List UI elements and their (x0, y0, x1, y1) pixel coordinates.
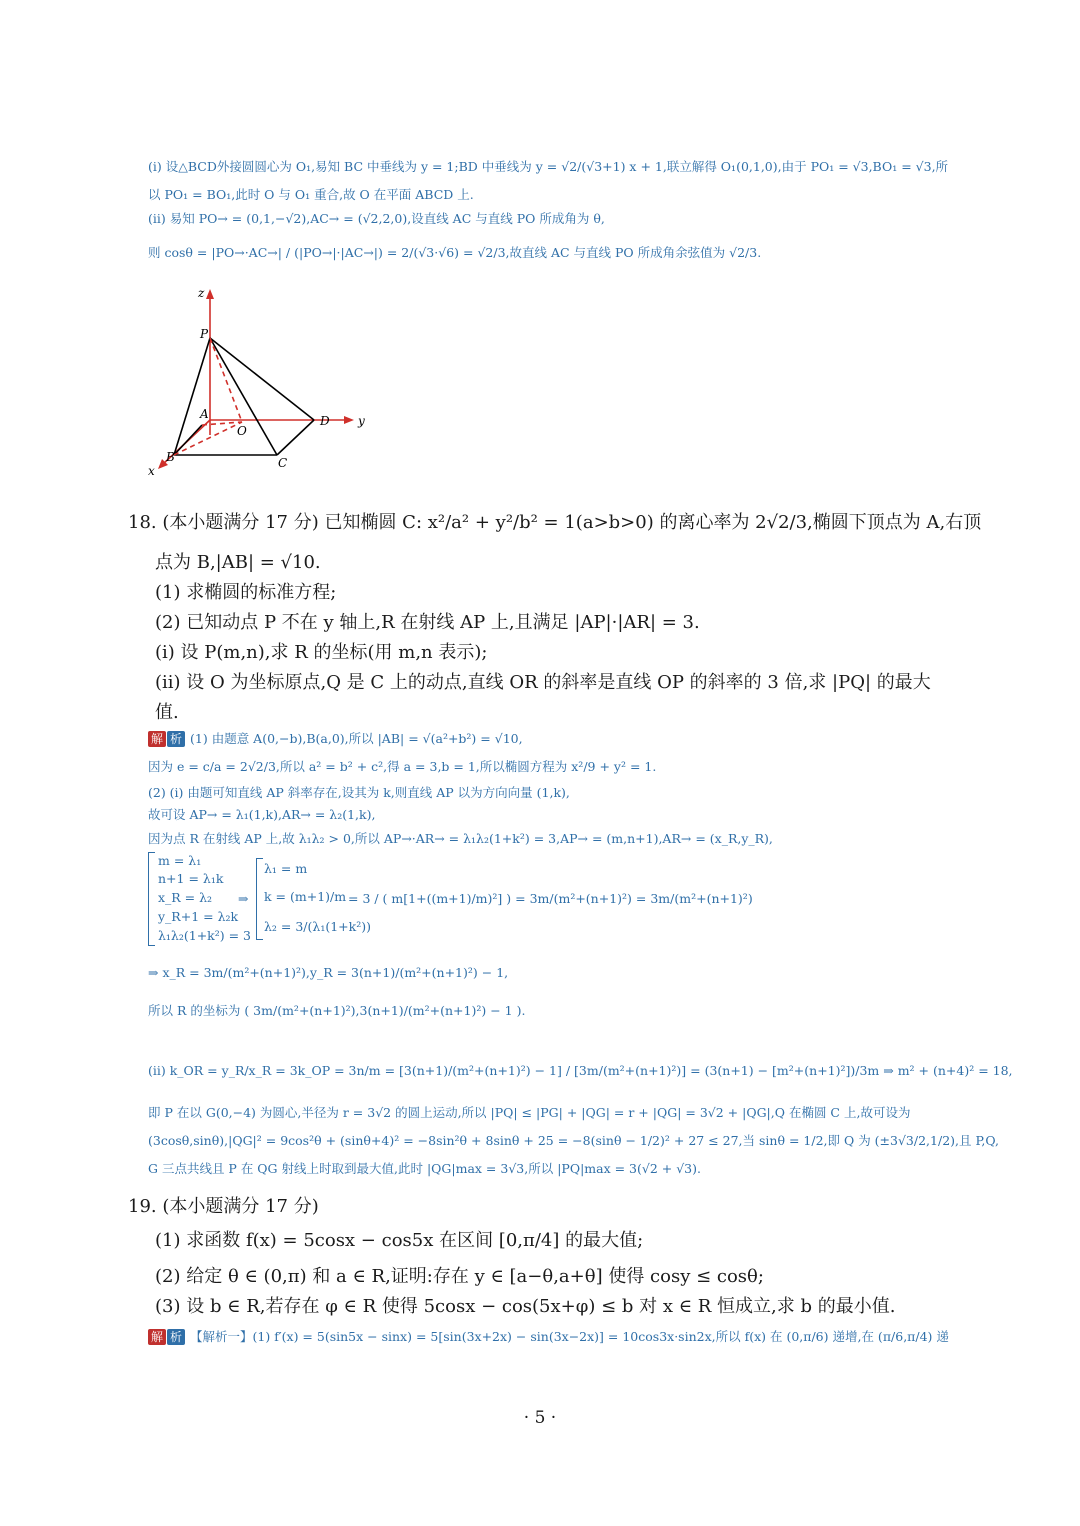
label-p: P (200, 327, 209, 341)
system-b-1: λ₁ = m (264, 861, 308, 876)
brace-left (148, 852, 155, 946)
question-18-line-7: 值. (155, 702, 179, 723)
solution-18-text-1: (1) 由题意 A(0,−b),B(a,0),所以 |AB| = √(a²+b²) = √10, (190, 731, 523, 746)
solution-19-line-1 (148, 1328, 948, 1346)
system-eq-2: n+1 = λ₁k (158, 871, 224, 886)
label-z: z (198, 286, 205, 300)
label-a: A (200, 407, 209, 421)
question-18-line-5: (i) 设 P(m,n),求 R 的坐标(用 m,n 表示); (155, 642, 488, 663)
question-18-line-6: (ii) 设 O 为坐标原点,Q 是 C 上的动点,直线 OR 的斜率是直线 OP 的斜率的 3 倍,求 |PQ| 的最大 (155, 672, 931, 693)
question-18-line-3: (1) 求椭圆的标准方程; (155, 582, 337, 603)
system-eq-4: y_R+1 = λ₂k (158, 909, 239, 924)
solution-18-line-9: 即 P 在以 G(0,−4) 为圆心,半径为 r = 3√2 的圆上运动,所以 |PQ| ≤ |PG| + |QG| = r + |QG| = 3√2 + |QG|,Q 在椭圆 C 上,故可设为 (148, 1105, 911, 1120)
solution-18-line-1 (148, 730, 948, 748)
label-b: B (166, 450, 175, 464)
question-18-line-1: 18. (本小题满分 17 分) 已知椭圆 C: x²/a² + y²/b² = 1(a>b>0) 的离心率为 2√2/3,椭圆下顶点为 A,右顶 (128, 512, 982, 533)
solution-18-line-7: 所以 R 的坐标为 ( 3m/(m²+(n+1)²),3(n+1)/(m²+(n+1)²) − 1 ). (148, 1003, 526, 1018)
y-axis-arrow (344, 416, 354, 424)
solution-18-line-4: 故可设 AP→ = λ₁(1,k),AR→ = λ₂(1,k), (148, 807, 376, 822)
question-19-line-2: (1) 求函数 f(x) = 5cosx − cos5x 在区间 [0,π/4] 的最大值; (155, 1230, 644, 1251)
page-number: · 5 · (523, 1408, 557, 1428)
pyramid-figure (140, 283, 380, 483)
brace-right (256, 858, 263, 940)
label-y: y (358, 414, 365, 428)
equation-system (148, 852, 948, 948)
solution-17-line-2: 以 PO₁ = BO₁,此时 O 与 O₁ 重合,故 O 在平面 ABCD 上. (148, 187, 474, 202)
solution-17-line-1: (i) 设△BCD外接圆圆心为 O₁,易知 BC 中垂线为 y = 1;BD 中垂线为 y = √2/(√3+1) x + 1,联立解得 O₁(0,1,0),由于 PO₁ = √3,BO₁ = √3,所 (148, 159, 949, 174)
system-result: = 3 / ( m[1+((m+1)/m)²] ) = 3m/(m²+(n+1)²) = 3m/(m²+(n+1)²) (348, 891, 753, 906)
edge-cd (277, 420, 314, 455)
question-19-line-4: (3) 设 b ∈ R,若存在 φ ∈ R 使得 5cosx − cos(5x+φ) ≤ b 对 x ∈ R 恒成立,求 b 的最小值. (155, 1296, 896, 1317)
solution-18-line-2: 因为 e = c/a = 2√2/3,所以 a² = b² + c²,得 a = 3,b = 1,所以椭圆方程为 x²/9 + y² = 1. (148, 759, 657, 774)
solution-badge-xi: 析 (167, 731, 185, 747)
question-18-line-4: (2) 已知动点 P 不在 y 轴上,R 在射线 AP 上,且满足 |AP|·|AR| = 3. (155, 612, 700, 633)
dashed-bo (174, 422, 242, 455)
solution-19-text-1: 【解析一】(1) f′(x) = 5(sin5x − sinx) = 5[sin(3x+2x) − sin(3x−2x)] = 10cos3x·sin2x,所以 f(x) 在 (0,π/6) 递增,在 (π/6,π/4) 递 (190, 1329, 949, 1344)
implies-arrow: ⇒ (238, 891, 249, 906)
system-eq-3: x_R = λ₂ (158, 890, 213, 905)
question-18-line-2: 点为 B,|AB| = √10. (155, 552, 321, 573)
system-eq-5: λ₁λ₂(1+k²) = 3 (158, 928, 252, 943)
system-b-3: λ₂ = 3/(λ₁(1+k²)) (264, 919, 371, 934)
solution-18-line-6: ⇒ x_R = 3m/(m²+(n+1)²),y_R = 3(n+1)/(m²+(n+1)²) − 1, (148, 965, 509, 980)
solution-17-line-3: (ii) 易知 PO→ = (0,1,−√2),AC→ = (√2,2,0),设直线 AC 与直线 PO 所成角为 θ, (148, 211, 605, 226)
edge-pd (210, 338, 314, 420)
solution-18-line-10: (3cosθ,sinθ),|QG|² = 9cos²θ + (sinθ+4)² = −8sin²θ + 8sinθ + 25 = −8(sinθ − 1/2)² + 27 ≤ 27,当 sinθ = 1/2,即 Q 为 (±3√3/2,1/2),且 P,Q, (148, 1133, 999, 1148)
solution-17-line-4: 则 cosθ = |PO→·AC→| / (|PO→|·|AC→|) = 2/(√3·√6) = √2/3,故直线 AC 与直线 PO 所成角余弦值为 √2/3. (148, 245, 762, 260)
label-x: x (148, 464, 155, 478)
label-d: D (320, 414, 330, 428)
solution-badge-jie: 解 (148, 1329, 166, 1345)
solution-18-line-3: (2) (i) 由题可知直线 AP 斜率存在,设其为 k,则直线 AP 以为方向向量 (1,k), (148, 785, 570, 800)
solution-badge-jie: 解 (148, 731, 166, 747)
question-19-line-1: 19. (本小题满分 17 分) (128, 1196, 319, 1217)
question-19-line-3: (2) 给定 θ ∈ (0,π) 和 a ∈ R,证明:存在 y ∈ [a−θ,a+θ] 使得 cosy ≤ cosθ; (155, 1266, 764, 1287)
solution-badge-xi: 析 (167, 1329, 185, 1345)
z-axis-arrow (206, 289, 214, 299)
solution-18-line-11: G 三点共线且 P 在 QG 射线上时取到最大值,此时 |QG|max = 3√3,所以 |PQ|max = 3(√2 + √3). (148, 1161, 701, 1176)
solution-18-line-8: (ii) k_OR = y_R/x_R = 3k_OP = 3n/m = [3(n+1)/(m²+(n+1)²) − 1] / [3m/(m²+(n+1)²)] = (3(n+1) − [m²+(n+1)²])/3m ⇒ m² + (n+4)² = 18, (148, 1063, 1013, 1078)
system-b-2: k = (m+1)/m (264, 889, 347, 904)
label-c: C (278, 456, 288, 470)
solution-18-line-5: 因为点 R 在射线 AP 上,故 λ₁λ₂ > 0,所以 AP→·AR→ = λ₁λ₂(1+k²) = 3,AP→ = (m,n+1),AR→ = (x_R,y_R), (148, 831, 773, 846)
label-o: O (237, 424, 247, 438)
system-eq-1: m = λ₁ (158, 853, 202, 868)
